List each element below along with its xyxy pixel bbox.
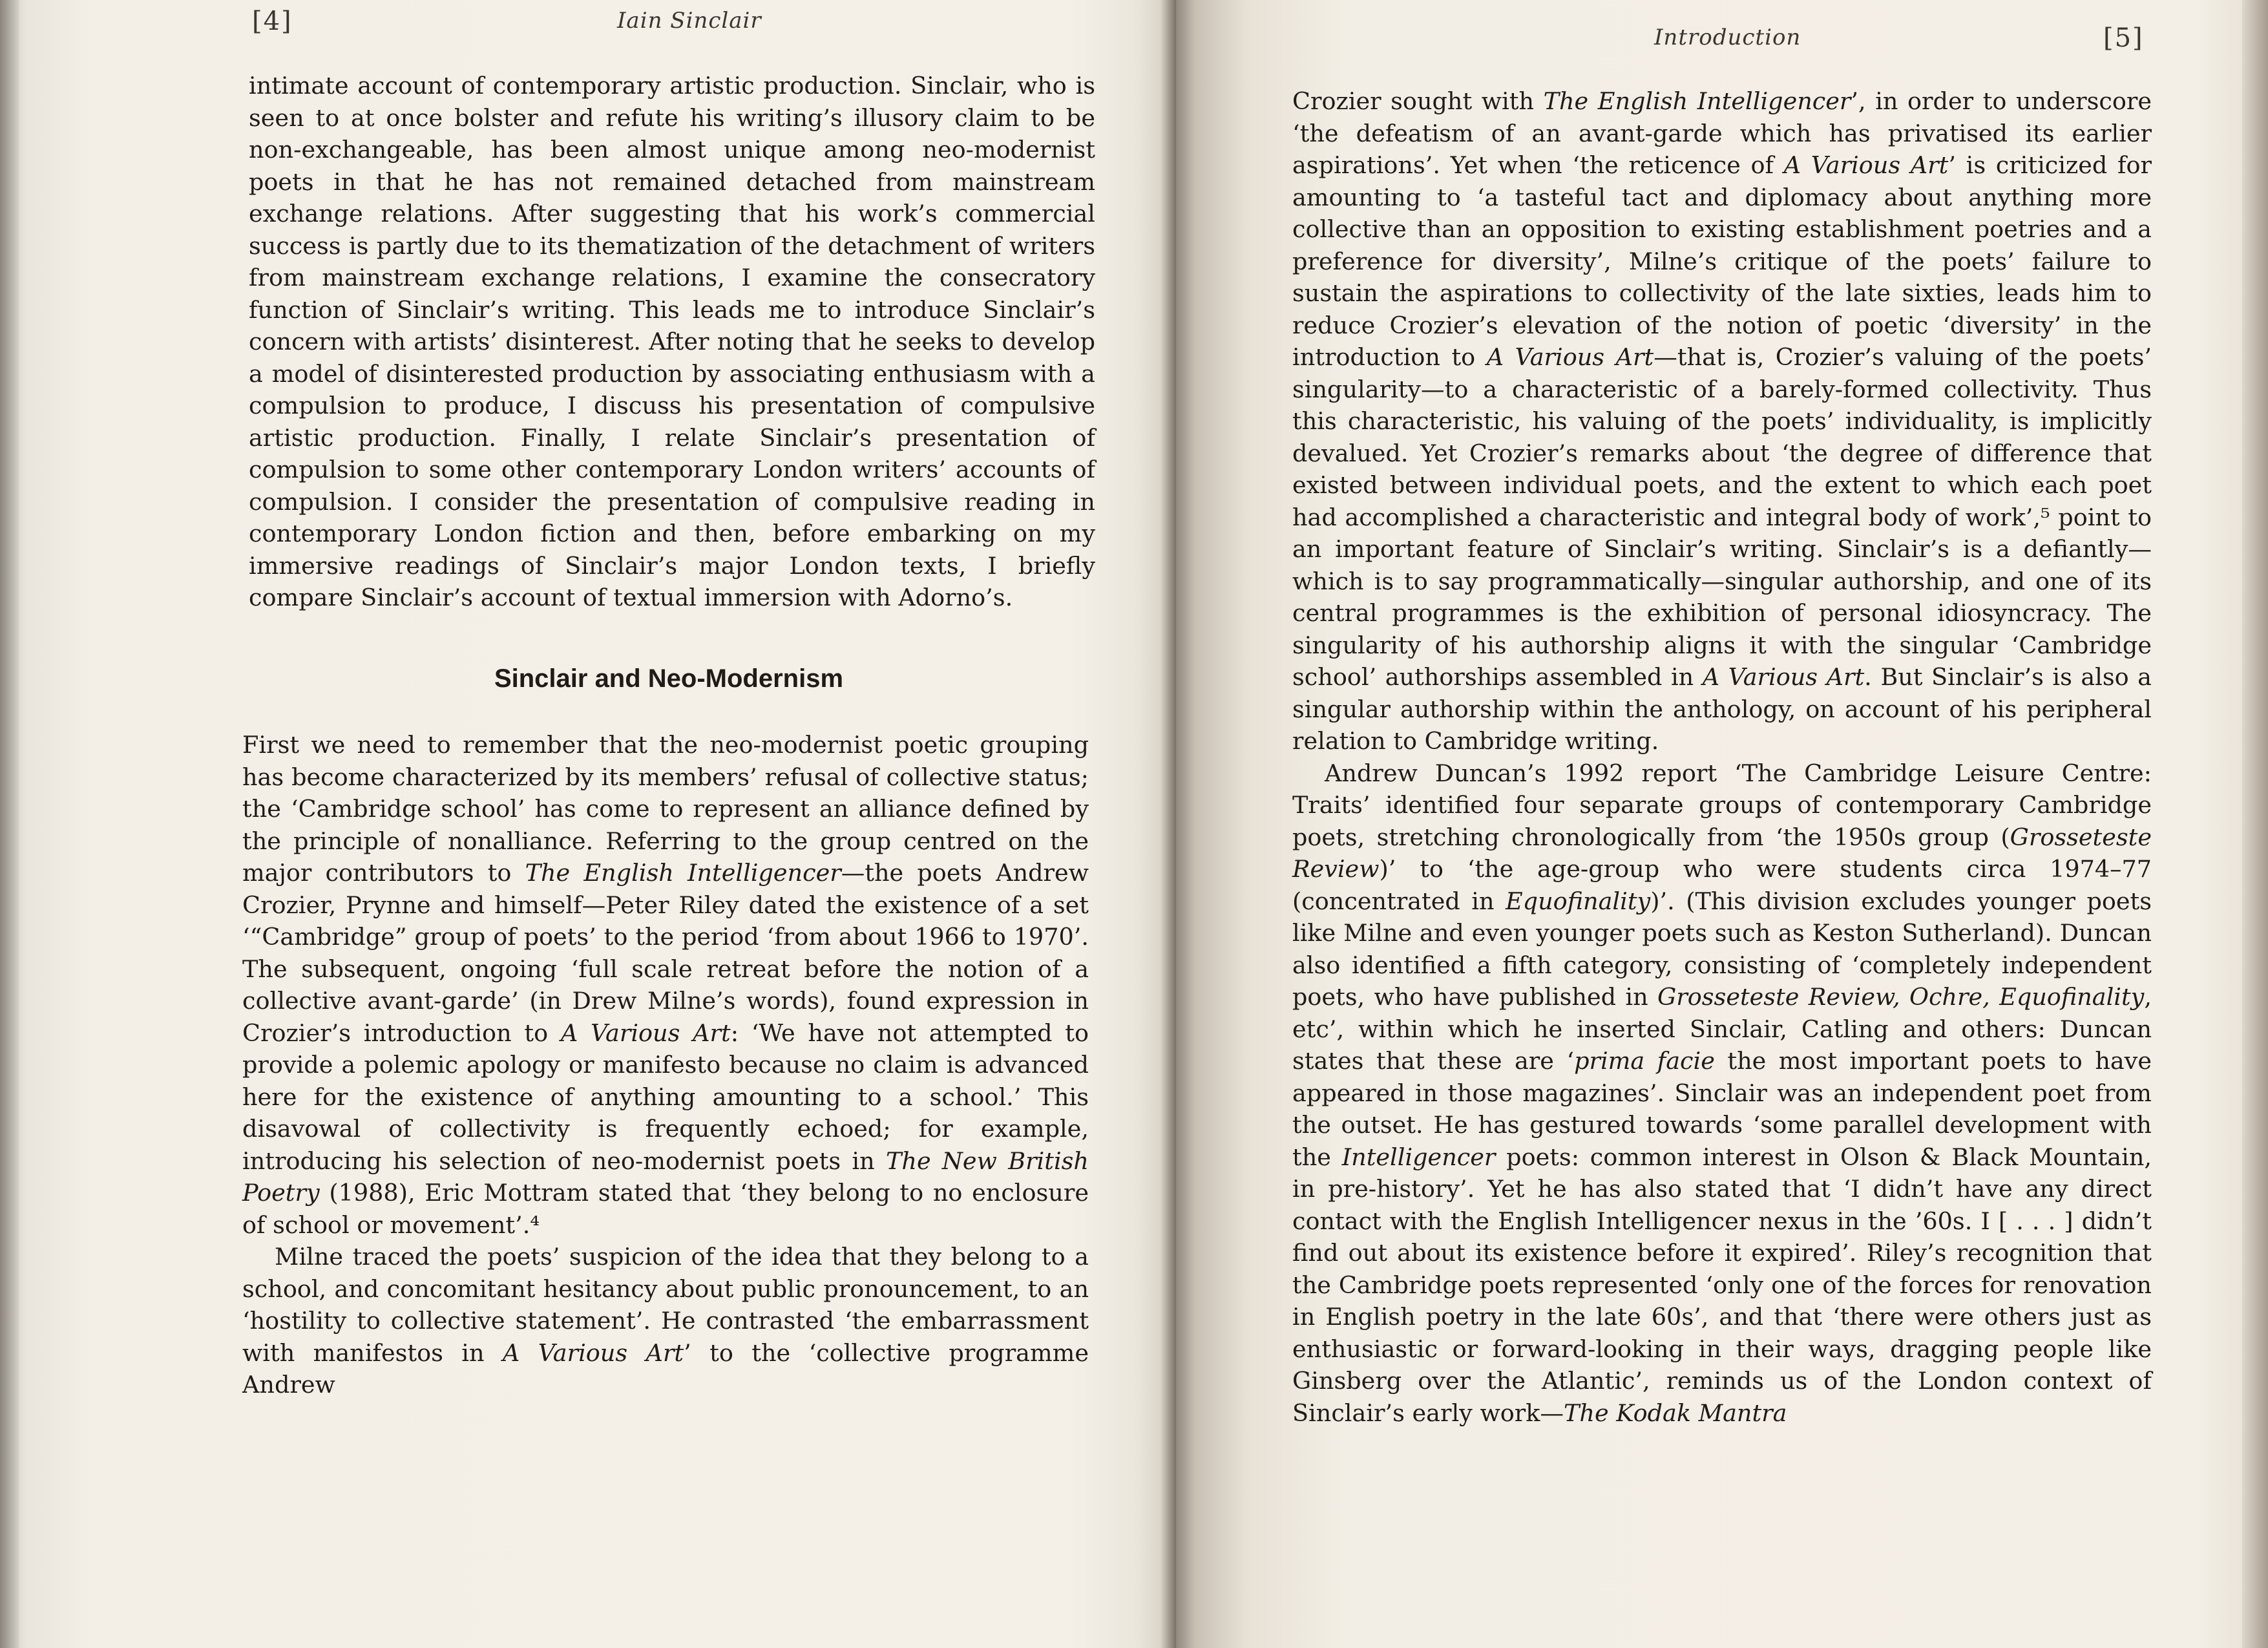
- book-title: A Various Art: [560, 1019, 731, 1047]
- intro-paragraph: intimate account of contemporary artistic production. Sinclair, who is seen to at once bolster and refute his writing’s illusory claim to be non-exchangeable, has been almost unique among neo-modernist poets in that he has not remained detached from mainstream exchange relations. After suggesting that his work’s commercial success is partly due to its thematization of the detachment of writers from mainstream exchange relations, I examine the consecratory function of Sinclair’s writing. This leads me to introduce Sinclair’s concern with artists’ disinterest. After noting that he seeks to develop a model of disinterested production by associating enthusiasm with a compulsion to produce, I discuss his presentation of compulsive artistic production. Finally, I relate Sinclair’s presentation of compulsion to some other contemporary London writers’ accounts of compulsion. I consider the presentation of compulsive reading in contemporary London fiction and then, before embarking on my immersive readings of Sinclair’s major London texts, I briefly compare Sinclair’s account of textual immersion with Adorno’s.: [249, 72, 1095, 611]
- book-title: A Various Art: [1702, 663, 1865, 691]
- right-page: [1176, 0, 2268, 1648]
- body-paragraph: Milne traced the poets’ suspicion of the idea that they belong to a school, and concomitant hesitancy about public pronouncement, to an ‘hostility to collective statement’. He contrasted ‘the embarrassment with manifestos in A Various Art’ to the ‘collective programme Andrew: [242, 1243, 1089, 1399]
- book-title: A Various Art: [502, 1338, 684, 1367]
- page-edge: [2242, 0, 2268, 1648]
- body-paragraph: Andrew Duncan’s 1992 report ‘The Cambridge Leisure Centre: Traits’ identified four separate groups of contemporary Cambridge poets, stretching chronologically from ‘the 1950s group (Grosseteste Review)’ to ‘the age-group who were students circa 1974–77 (concentrated in Equofinality)’. (This division excludes younger poets like Milne and even younger poets such as Keston Sutherland). Duncan also identified a fifth category, consisting of ‘completely independent poets, who have published in Grosseteste Review, Ochre, Equofinality, etc’, within which he inserted Sinclair, Catling and others: Duncan states that these are ‘prima facie the most important poets to have appeared in those magazines’. Sinclair was an independent poet from the outset. He has gestured towards ‘some parallel development with the Intelligencer poets: common interest in Olson & Black Mountain, in pre-history’. Yet he has also stated that ‘I didn’t have any direct contact with the English Intelligencer nexus in the ’60s. I [ . . . ] didn’t find out about its existence before it expired’. Riley’s recognition that the Cambridge poets represented ‘only one of the forces for renovation in English poetry in the late 60s’, and that ‘there were others just as enthusiastic or forward-looking in their ways, dragging people like Ginsberg over the Atlantic’, reminds us of the London context of Sinclair’s early work—The Kodak Mantra: [1292, 759, 2152, 1427]
- book-title: Grosseteste Review, Ochre, Equofinality: [1657, 983, 2145, 1011]
- book-title: The English Intelligencer: [1543, 87, 1851, 115]
- left-running-head: Iain Sinclair: [617, 8, 762, 34]
- latin-phrase: prima facie: [1574, 1047, 1715, 1075]
- page-edge: [0, 0, 19, 1648]
- book-title: The English Intelligencer: [525, 859, 841, 887]
- book-title: Equofinality: [1505, 887, 1651, 915]
- right-page-number: [5]: [2103, 23, 2144, 53]
- left-intro-block: [249, 70, 1095, 614]
- book-title: A Various Art: [1783, 151, 1949, 179]
- book-title: A Various Art: [1486, 343, 1654, 371]
- body-paragraph: Crozier sought with The English Intelligencer’, in order to underscore ‘the defeatism of an avant-garde which has privatised its earlier aspirations’. Yet when ‘the reticence of A Various Art’ is criticized for amounting to ‘a tasteful tact and diplomacy about anything more collective than an opposition to existing establishment poetries and a preference for diversity’, Milne’s critique of the poets’ failure to sustain the aspirations to collectivity of the late sixties, leads him to reduce Crozier’s elevation of the notion of poetic ‘diversity’ in the introduction to A Various Art—that is, Crozier’s valuing of the poets’ singularity—to a characteristic of a barely-formed collectivity. Thus this characteristic, his valuing of the poets’ individuality, is implicitly devalued. Yet Crozier’s remarks about ‘the degree of difference that existed between individual poets, and the extent to which each poet had accomplished a characteristic and integral body of work’,⁵ point to an important feature of Sinclair’s writing. Sinclair’s is a defiantly—which is to say programmatically—singular authorship, and one of its central programmes is the exhibition of personal idiosyncracy. The singularity of his authorship aligns it with the singular ‘Cambridge school’ authorships assembled in A Various Art. But Sinclair’s is also a singular authorship within the anthology, on account of his peripheral relation to Cambridge writing.: [1292, 87, 2152, 755]
- left-body-block: [242, 729, 1089, 1401]
- book-title: Intelligencer: [1341, 1143, 1496, 1171]
- left-page-number: [4]: [252, 6, 293, 36]
- book-title: The Kodak Mantra: [1564, 1399, 1787, 1427]
- book-title: Grosseteste Review: [1292, 823, 2152, 883]
- right-body-block: [1292, 85, 2152, 1429]
- section-heading: Sinclair and Neo-Modernism: [494, 664, 844, 693]
- right-running-head: Introduction: [1654, 25, 1801, 50]
- body-paragraph: First we need to remember that the neo-modernist poetic grouping has become characterized by its members’ refusal of collective status; the ‘Cambridge school’ has come to represent an alliance defined by the principle of nonalliance. Referring to the group centred on the major contributors to The English Intelligencer—the poets Andrew Crozier, Prynne and himself—Peter Riley dated the existence of a set ‘“Cambridge” group of poets’ to the period ‘from about 1966 to 1970’. The subsequent, ongoing ‘full scale retreat before the notion of a collective avant-garde’ (in Drew Milne’s words), found expression in Crozier’s introduction to A Various Art: ‘We have not attempted to provide a polemic apology or manifesto because no claim is advanced here for the existence of anything amounting to a school.’ This disavowal of collectivity is frequently echoed; for example, introducing his selection of neo-modernist poets in The New British Poetry (1988), Eric Mottram stated that ‘they belong to no enclosure of school or movement’.⁴: [242, 731, 1089, 1239]
- book-title: The New British Poetry: [242, 1146, 1089, 1207]
